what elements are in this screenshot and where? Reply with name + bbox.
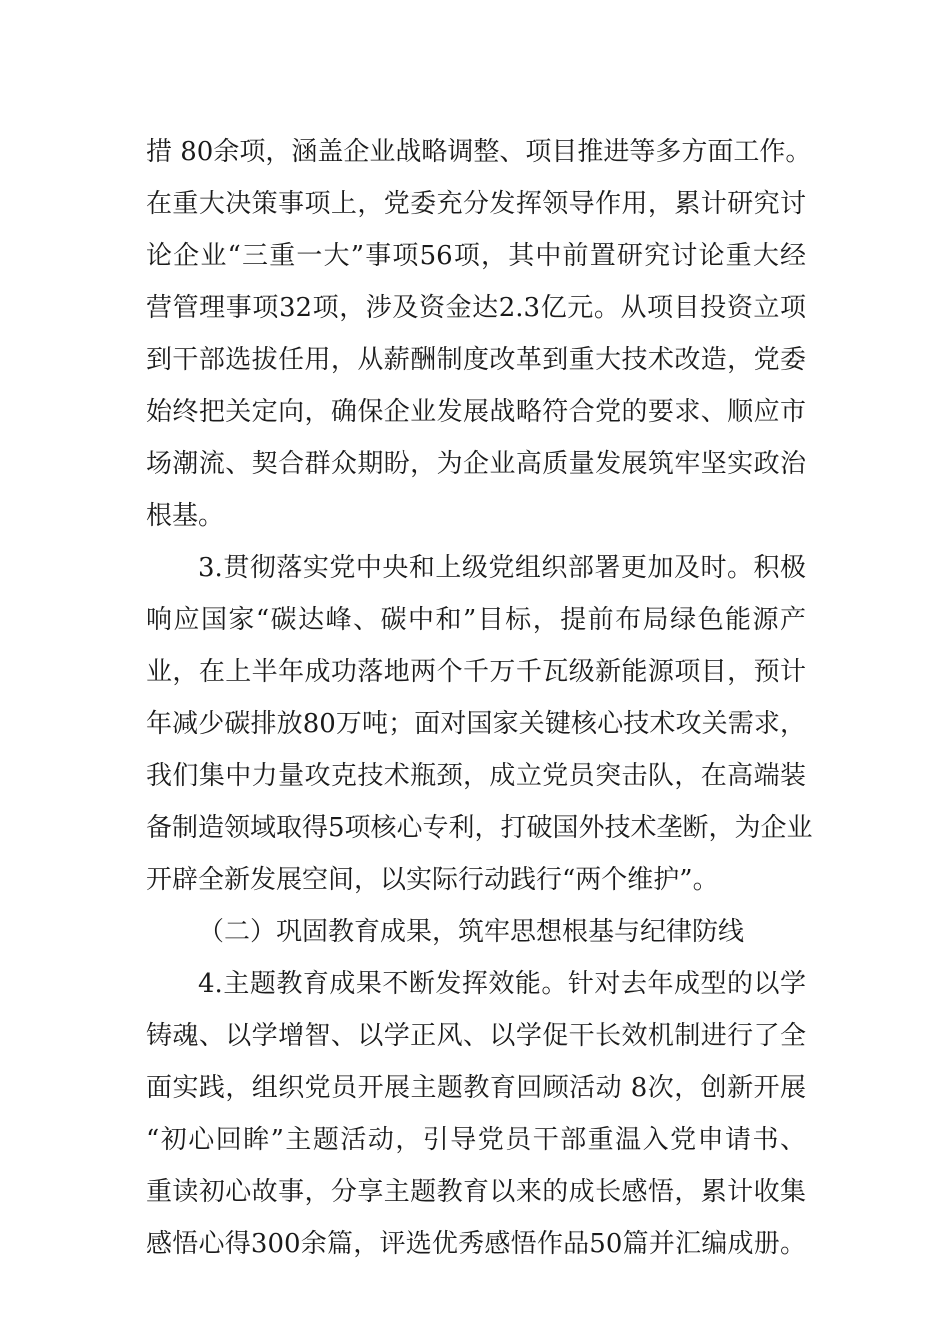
section-heading: （二）巩固教育成果，筑牢思想根基与纪律防线 — [198, 917, 745, 947]
body-text-line: 论企业“三重一大”事项56项，其中前置研究讨论重大经 — [146, 241, 806, 271]
body-text-line: 场潮流、契合群众期盼，为企业高质量发展筑牢坚实政治 — [146, 449, 806, 479]
body-text-line: 面实践，组织党员开展主题教育回顾活动 8次，创新开展 — [146, 1073, 806, 1103]
body-text-line: 开辟全新发展空间，以实际行动践行“两个维护”。 — [146, 865, 719, 895]
body-text-line: 年减少碳排放80万吨；面对国家关键核心技术攻关需求， — [146, 709, 806, 739]
body-text-line: 我们集中力量攻克技术瓶颈，成立党员突击队，在高端装 — [146, 761, 806, 791]
body-text-line: 始终把关定向，确保企业发展战略符合党的要求、顺应市 — [146, 397, 806, 427]
body-text-line: 业，在上半年成功落地两个千万千瓦级新能源项目，预计 — [146, 657, 806, 687]
body-text-line: 在重大决策事项上，党委充分发挥领导作用，累计研究讨 — [146, 189, 806, 219]
body-text-line: 到干部选拔任用，从薪酬制度改革到重大技术改造，党委 — [146, 345, 806, 375]
body-text-line: 根基。 — [146, 501, 225, 531]
body-text-line: 措 80余项，涵盖企业战略调整、项目推进等多方面工作。 — [146, 137, 812, 167]
body-text-line: 响应国家“碳达峰、碳中和”目标，提前布局绿色能源产 — [146, 605, 806, 635]
body-text-line: 感悟心得300余篇，评选优秀感悟作品50篇并汇编成册。 — [146, 1229, 806, 1259]
body-text-line: “初心回眸”主题活动，引导党员干部重温入党申请书、 — [146, 1125, 806, 1155]
paragraph-first-line: 3.贯彻落实党中央和上级党组织部署更加及时。积极 — [198, 553, 806, 583]
body-text-line: 重读初心故事，分享主题教育以来的成长感悟，累计收集 — [146, 1177, 806, 1207]
body-text-line: 营管理事项32项，涉及资金达2.3亿元。从项目投资立项 — [146, 293, 806, 323]
body-text-line: 备制造领域取得5项核心专利，打破国外技术垄断，为企业 — [146, 813, 813, 843]
body-text-line: 铸魂、以学增智、以学正风、以学促干长效机制进行了全 — [146, 1021, 806, 1051]
paragraph-first-line: 4.主题教育成果不断发挥效能。针对去年成型的以学 — [198, 969, 806, 999]
